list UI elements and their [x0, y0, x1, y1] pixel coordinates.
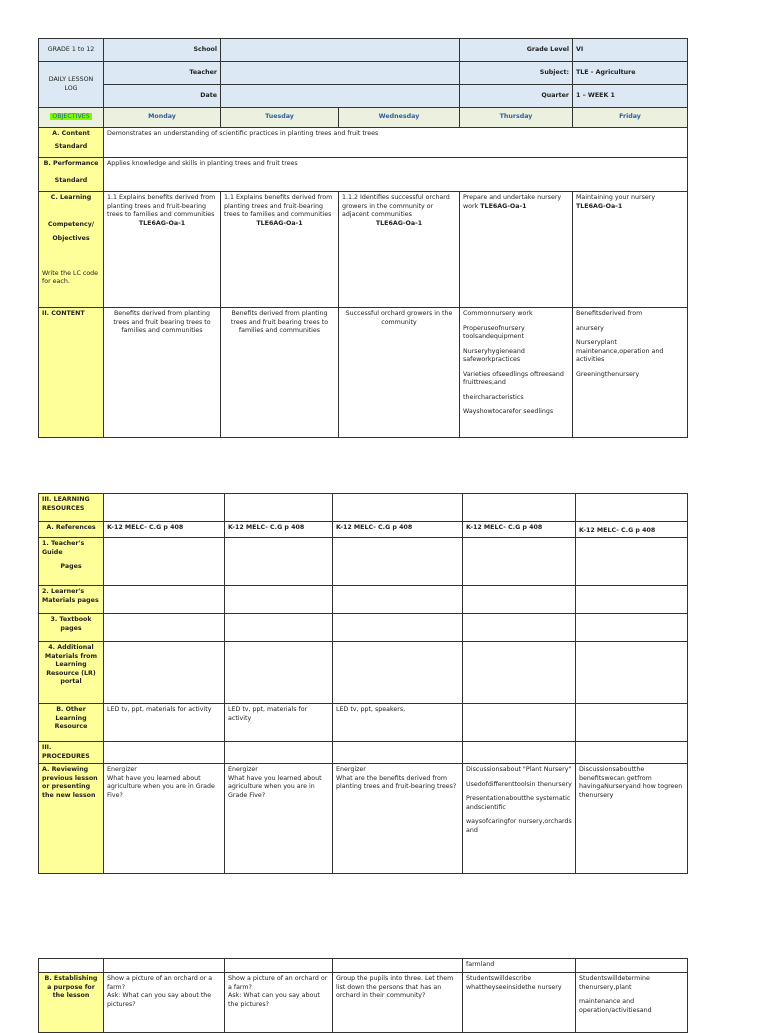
- lesson-log-table-page-1: [38, 38, 688, 438]
- teacher-value: [221, 62, 460, 85]
- purpose-friday-item: Studentswilldetermine thenursery,plant: [579, 975, 650, 991]
- content-standard-label: [39, 128, 104, 158]
- competency-tuesday-code: TLE6AG-Oa-1: [256, 219, 303, 227]
- day-friday: Friday: [573, 108, 688, 128]
- review-tuesday-line: Energizer: [228, 766, 258, 773]
- lesson-log-table-page-3: [38, 958, 688, 1033]
- review-thursday-item: waysofcaringfor nursery,orchards and: [466, 818, 572, 834]
- content-friday-item: Benefitsderived from: [576, 310, 643, 317]
- school-value: [221, 39, 460, 62]
- day-thursday: Thursday: [460, 108, 573, 128]
- content-thursday: [460, 308, 573, 438]
- additional-cell: [104, 642, 225, 704]
- review-monday-line: What have you learned about agriculture when you are in Grade Five?: [107, 774, 215, 799]
- review-friday-item: Discussionsaboutthe benefitswecan getfrom havingaNurseryand how togreen thenursery: [579, 766, 683, 799]
- subject-value: TLE - Agriculture: [573, 62, 688, 85]
- guide-cell: [463, 538, 576, 586]
- competency-friday-text: Maintaining your nursery: [576, 194, 656, 201]
- competency-monday-code: TLE6AG-Oa-1: [138, 219, 186, 227]
- competency-friday: [573, 192, 688, 308]
- review-thursday: [463, 764, 576, 874]
- day-tuesday: Tuesday: [221, 108, 339, 128]
- content-standard-text: Demonstrates an understanding of scientific practices in planting trees and fruit trees: [104, 128, 688, 158]
- content-standard-label-1: A. Content: [52, 130, 90, 137]
- content-friday-item: Greeningthenursery: [576, 370, 640, 378]
- performance-standard-label-2: Standard: [54, 176, 88, 184]
- additional-cell: [333, 642, 463, 704]
- other-resources-label: B. Other Learning Resource: [39, 704, 104, 742]
- content-thursday-item: theircharacteristics: [463, 393, 524, 401]
- date-value: [221, 85, 460, 108]
- textbook-cell: [463, 614, 576, 642]
- other-tuesday: LED tv, ppt, materials for activity: [225, 704, 333, 742]
- procedures-cell: [463, 742, 576, 764]
- procedures-cell: [225, 742, 333, 764]
- date-label: Date: [104, 85, 221, 108]
- other-monday: LED tv, ppt, materials for activity: [104, 704, 225, 742]
- reference-friday: K-12 MELC- C.G p 408: [576, 522, 688, 538]
- grade-level-label: Grade Level: [460, 39, 573, 62]
- competency-label-3: Objectives: [52, 235, 90, 242]
- competency-thursday-text: Prepare and undertake nursery work: [463, 194, 562, 210]
- competency-thursday: [460, 192, 573, 308]
- continued-cell: [39, 959, 104, 973]
- procedures-label: III. PROCEDURES: [39, 742, 104, 764]
- content-label: II. CONTENT: [39, 308, 104, 438]
- lesson-log-table-page-2: [38, 493, 688, 874]
- purpose-monday-line: Ask: What can you say about the pictures?: [107, 992, 212, 1008]
- objectives-label: OBJECTIVES: [52, 113, 90, 121]
- purpose-label: B. Establishing a purpose for the lesson: [39, 973, 104, 1033]
- content-friday: [573, 308, 688, 438]
- performance-standard-label: [39, 158, 104, 192]
- continued-cell: [333, 959, 463, 973]
- content-thursday-item: Wayshowtocarefor seedlings: [463, 408, 554, 415]
- competency-monday: [104, 192, 221, 308]
- grade-level-value: VI: [573, 39, 688, 62]
- competency-label: [39, 192, 104, 308]
- competency-label-4: Write the LC code for each.: [42, 269, 99, 285]
- competency-label-1: C. Learning: [50, 194, 92, 201]
- continued-cell: [576, 959, 688, 973]
- review-wednesday: [333, 764, 463, 874]
- day-monday: Monday: [104, 108, 221, 128]
- learners-cell: [333, 586, 463, 614]
- purpose-friday-item: maintenance and operation/activitiesand: [579, 998, 652, 1014]
- resources-cell: [333, 494, 463, 522]
- resources-cell: [104, 494, 225, 522]
- content-thursday-item: Properuseofnursery toolsandequipment: [463, 324, 525, 340]
- review-thursday-item: Presentationaboutthe systematic andscientific: [466, 795, 571, 811]
- review-friday: [576, 764, 688, 874]
- learners-materials-label: 2. Learner's Materials pages: [39, 586, 104, 614]
- guide-cell: [576, 538, 688, 586]
- resources-cell: [463, 494, 576, 522]
- content-friday-item: Nurseryplant maintenance,operation and activities: [576, 339, 664, 363]
- reference-thursday: K-12 MELC- C.G p 408: [463, 522, 576, 538]
- reference-monday: K-12 MELC- C.G p 408: [104, 522, 225, 538]
- reference-tuesday: K-12 MELC- C.G p 408: [225, 522, 333, 538]
- review-thursday-item: Discussionsabout "Plant Nursery": [466, 766, 572, 773]
- procedures-cell: [333, 742, 463, 764]
- teacher-label: Teacher: [104, 62, 221, 85]
- content-thursday-item: Varieties ofseedlings oftreesand fruittrees,and: [463, 370, 564, 386]
- learners-cell: [576, 586, 688, 614]
- resources-cell: [225, 494, 333, 522]
- pages-label: Pages: [60, 563, 82, 570]
- content-thursday-item: Nurseryhygieneand safeworkpractices: [463, 347, 525, 363]
- review-wednesday-line: What are the benefits derived from planting trees and fruit-bearing trees?: [336, 774, 457, 790]
- quarter-label: Quarter: [460, 85, 573, 108]
- learning-resources-label: III. LEARNING RESOURCES: [39, 494, 104, 522]
- learners-cell: [463, 586, 576, 614]
- textbook-cell: [104, 614, 225, 642]
- reviewing-label: A. Reviewing previous lesson or presenting the new lesson: [39, 764, 104, 874]
- competency-tuesday-text: 1.1 Explains benefits derived from planting trees and fruit-bearing trees to families and communities: [224, 194, 333, 218]
- content-monday: Benefits derived from planting trees and fruit bearing trees to families and communities: [104, 308, 221, 438]
- competency-thursday-code: TLE6AG-Oa-1: [480, 202, 527, 210]
- review-monday: [104, 764, 225, 874]
- competency-friday-code: TLE6AG-Oa-1: [576, 202, 623, 210]
- other-cell: [576, 704, 688, 742]
- additional-cell: [463, 642, 576, 704]
- teachers-guide-label: [39, 538, 104, 586]
- procedures-cell: [576, 742, 688, 764]
- review-tuesday-line: What have you learned about agriculture when you are in Grade Five?: [228, 774, 322, 799]
- log-title: DAILY LESSON LOG: [39, 62, 104, 108]
- objectives-header: [39, 108, 104, 128]
- procedures-cell: [104, 742, 225, 764]
- competency-wednesday-text: 1.1.2 Identifies successful orchard growers in the community or adjacent communities: [342, 194, 450, 218]
- guide-cell: [225, 538, 333, 586]
- other-cell: [463, 704, 576, 742]
- additional-cell: [576, 642, 688, 704]
- competency-label-2: Competency/: [47, 220, 95, 228]
- textbook-cell: [333, 614, 463, 642]
- purpose-tuesday-line: Ask: What can you say about the pictures?: [228, 992, 320, 1008]
- purpose-wednesday: Group the pupils into three. Let them list down the persons that has an orchard in their community?: [333, 973, 463, 1033]
- guide-cell: [333, 538, 463, 586]
- content-tuesday: Benefits derived from planting trees and fruit bearing trees to families and communities: [221, 308, 339, 438]
- grade-range: GRADE 1 to 12: [39, 39, 104, 62]
- performance-standard-text: Applies knowledge and skills in planting trees and fruit trees: [104, 158, 688, 192]
- review-tuesday: [225, 764, 333, 874]
- textbook-cell: [225, 614, 333, 642]
- reference-wednesday: K-12 MELC- C.G p 408: [333, 522, 463, 538]
- teachers-guide-label-text: 1. Teacher's Guide: [42, 540, 85, 556]
- competency-monday-text: 1.1 Explains benefits derived from planting trees and fruit-bearing trees to families and communities: [107, 194, 216, 218]
- review-monday-line: Energizer: [107, 766, 137, 773]
- competency-wednesday: [339, 192, 460, 308]
- continued-cell: [104, 959, 225, 973]
- resources-cell: [576, 494, 688, 522]
- competency-wednesday-code: TLE6AG-Oa-1: [375, 219, 423, 227]
- content-wednesday: Successful orchard growers in the community: [339, 308, 460, 438]
- additional-cell: [225, 642, 333, 704]
- thursday-continued: farmland: [463, 959, 576, 973]
- guide-cell: [104, 538, 225, 586]
- learners-cell: [225, 586, 333, 614]
- references-label: A. References: [39, 522, 104, 538]
- day-wednesday: Wednesday: [339, 108, 460, 128]
- school-label: School: [104, 39, 221, 62]
- content-standard-label-2: Standard: [54, 142, 88, 150]
- content-friday-item: anursery: [576, 324, 604, 332]
- textbook-cell: [576, 614, 688, 642]
- review-thursday-item: Usedofdifferenttoolsin thenursery: [466, 780, 572, 788]
- competency-tuesday: [221, 192, 339, 308]
- review-wednesday-line: Energizer: [336, 766, 366, 773]
- additional-materials-label: 4. Additional Materials from Learning Resource (LR) portal: [39, 642, 104, 704]
- content-thursday-item: Commonnursery work: [463, 310, 533, 317]
- quarter-value: 1 – WEEK 1: [573, 85, 688, 108]
- performance-standard-label-1: B. Performance: [43, 160, 99, 167]
- other-wednesday: LED tv, ppt, speakers,: [333, 704, 463, 742]
- continued-cell: [225, 959, 333, 973]
- purpose-thursday: Studentswilldescribe whattheyseeinsidethe nursery: [463, 973, 576, 1033]
- purpose-tuesday-line: Show a picture of an orchard or a farm?: [228, 975, 328, 991]
- learners-cell: [104, 586, 225, 614]
- purpose-monday-line: Show a picture of an orchard or a farm?: [107, 975, 213, 991]
- subject-label: Subject:: [460, 62, 573, 85]
- textbook-label: 3. Textbook pages: [39, 614, 104, 642]
